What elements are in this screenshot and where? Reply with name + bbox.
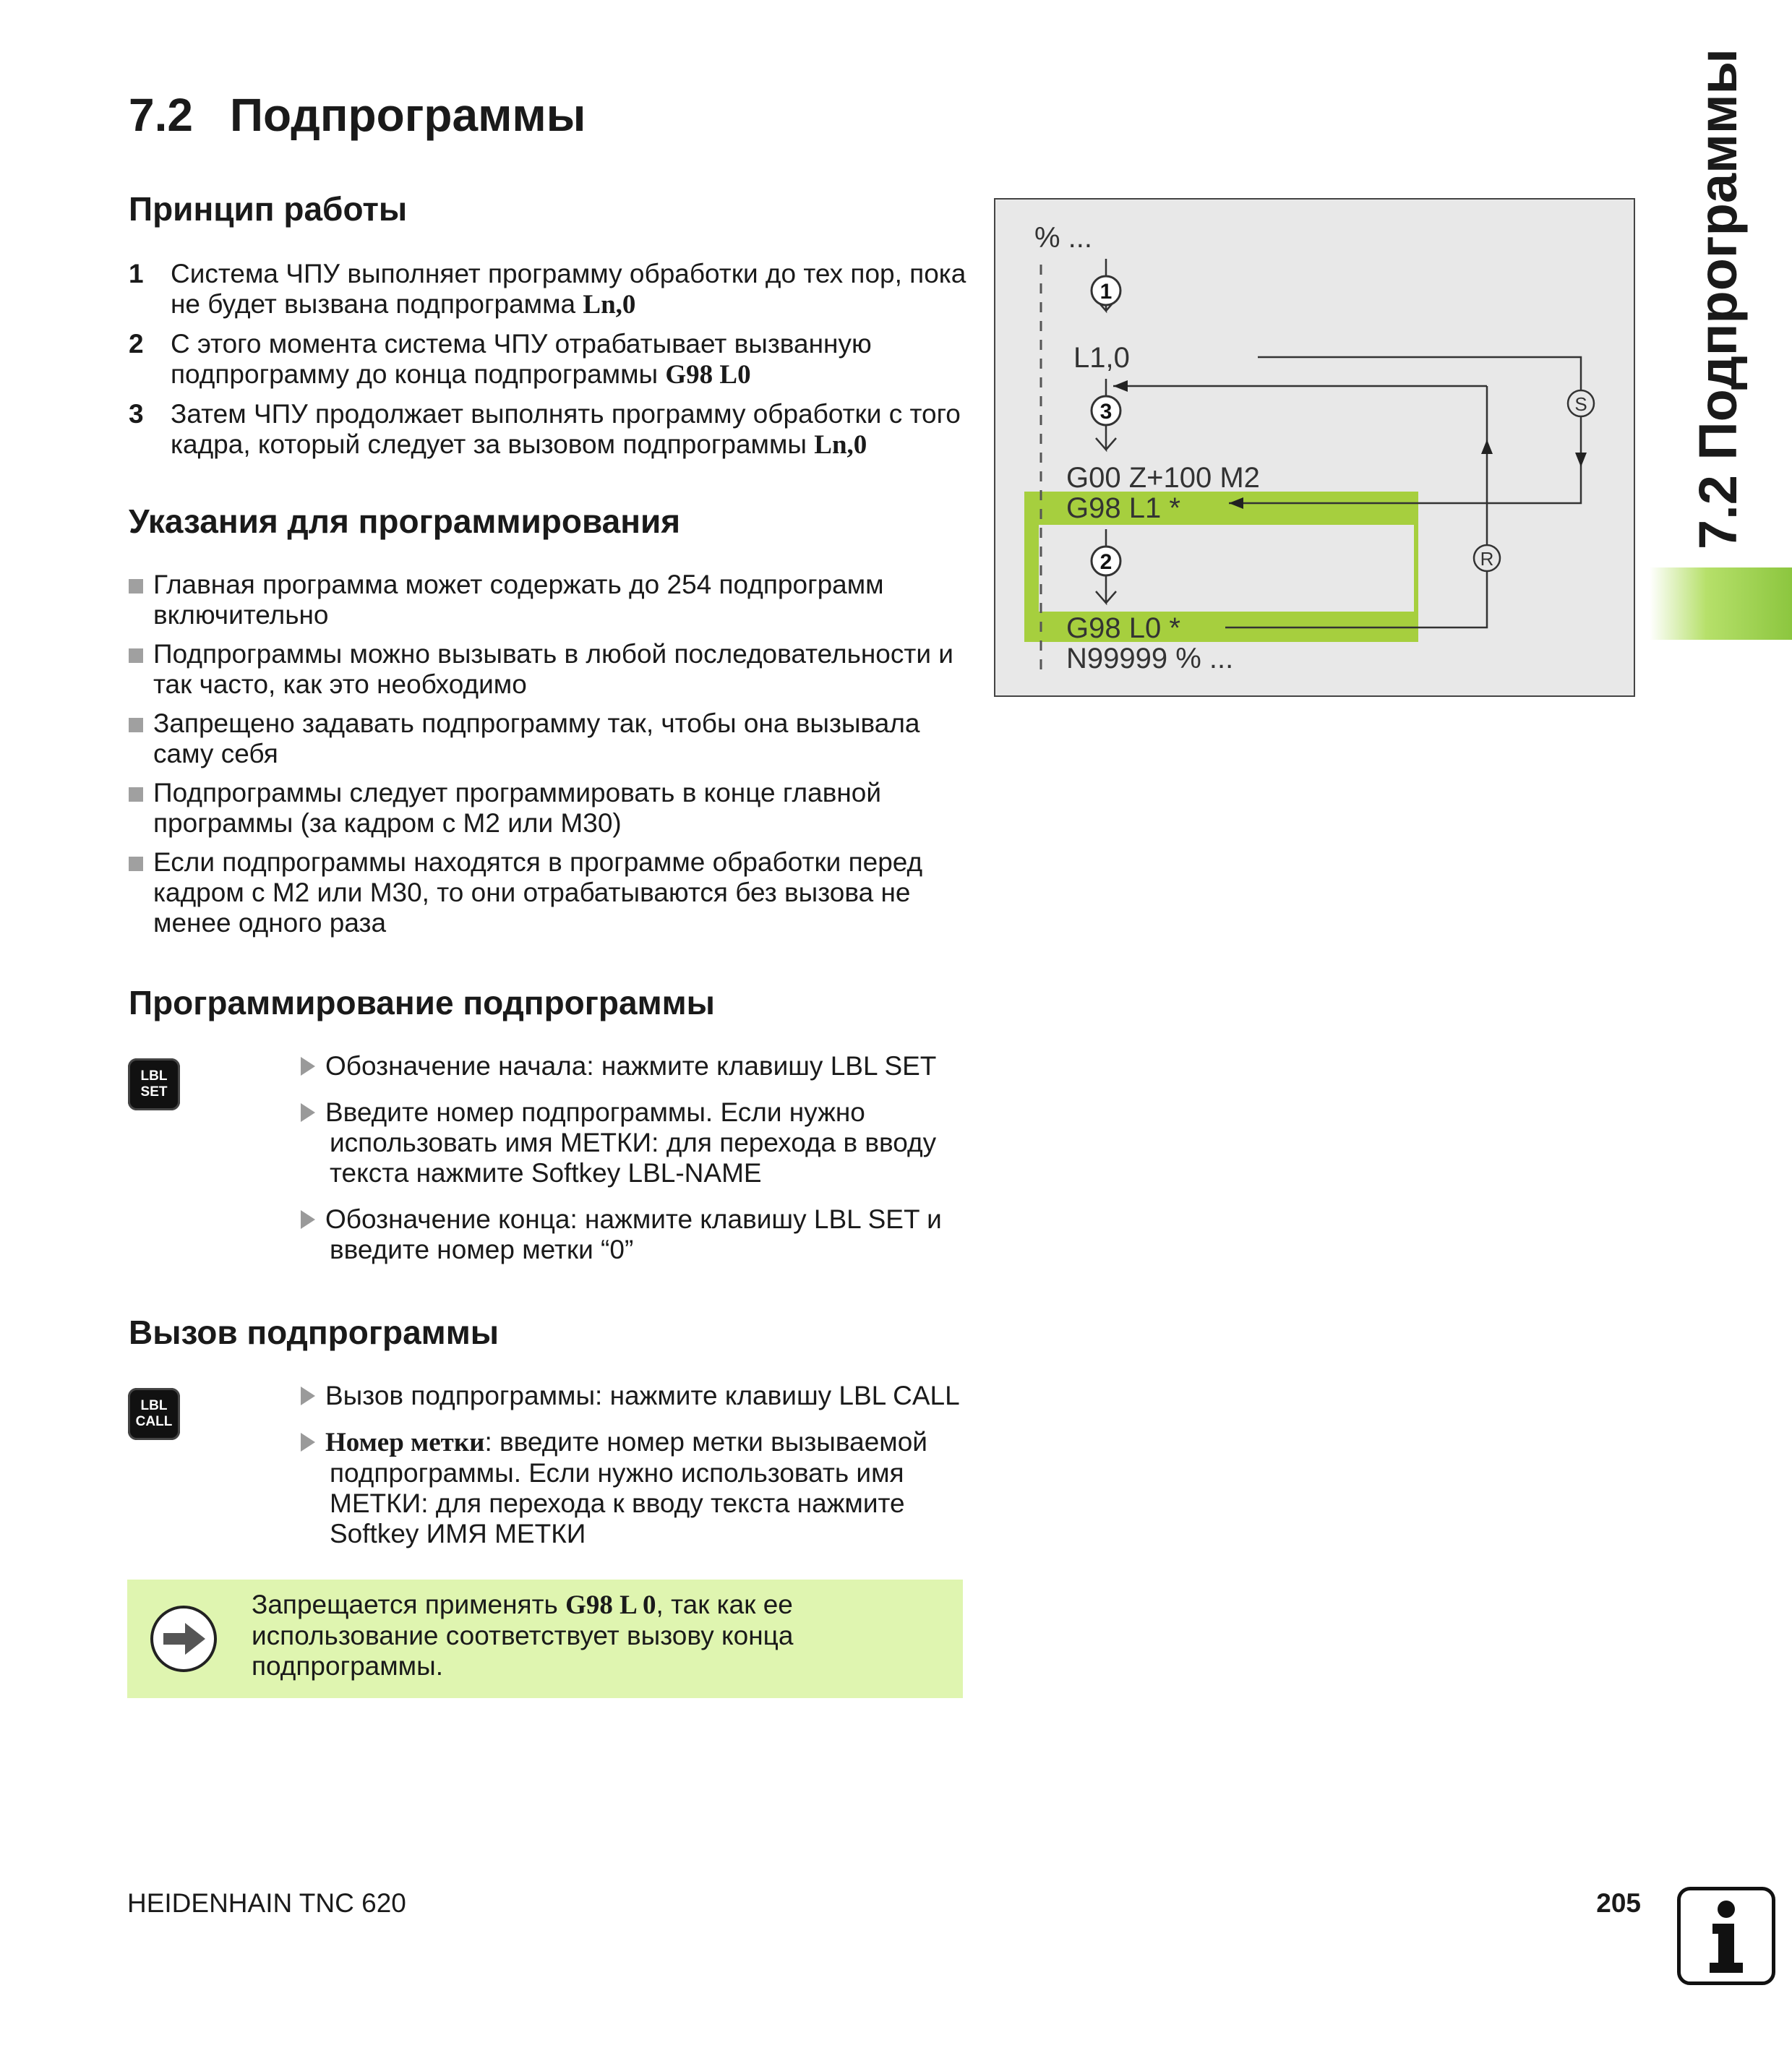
list-item <box>129 399 967 460</box>
list-item <box>129 259 967 320</box>
key-label-line2: SET <box>140 1084 168 1100</box>
marker-2-label: 2 <box>1099 550 1113 574</box>
list-item <box>129 778 974 839</box>
note-text-before: Запрещается применять <box>252 1590 566 1619</box>
page-title <box>129 88 586 142</box>
note-text-after: , так как ее использование соответствует вызову конца подпрограммы. <box>252 1590 794 1681</box>
side-tab-accent <box>1650 567 1792 640</box>
step-item <box>298 1427 970 1549</box>
item-text: Подпрограммы следует программировать в конце главной программы (за кадром с M2 или M30) <box>153 778 882 838</box>
side-tab-title: 7.2 Подпрограммы <box>1688 48 1748 549</box>
call-steps <box>298 1381 970 1565</box>
item-text: Если подпрограммы находятся в программе обработки перед кадром с M2 или M30, то они отрабатываются без вызова не менее одного раза <box>153 847 923 938</box>
item-code: G98 L0 <box>665 360 751 390</box>
bullet-square-icon <box>129 579 143 594</box>
key-label-line1: LBL <box>140 1068 168 1084</box>
list-item <box>129 847 974 938</box>
lbl-call-key-icon <box>128 1388 180 1440</box>
step-arrow-icon <box>301 1210 315 1229</box>
heading-call: Вызов подпрограммы <box>129 1314 500 1351</box>
step-arrow-icon <box>301 1103 315 1122</box>
item-code: Ln,0 <box>583 290 636 320</box>
marker-s-label: S <box>1574 393 1587 415</box>
footer-product: HEIDENHAIN TNC 620 <box>127 1888 406 1918</box>
heading-principle: Принцип работы <box>129 190 408 228</box>
code-line-end-main: G00 Z+100 M2 <box>1066 462 1260 494</box>
step-text-continued: подпрограммы. Если нужно использовать имя МЕТКИ: для перехода к вводу текста нажмите Softkey ИМЯ МЕТКИ <box>330 1458 905 1548</box>
item-number: 2 <box>129 329 144 359</box>
item-text: С этого момента система ЧПУ отрабатывает вызванную подпрограмму до конца подпрограммы <box>171 329 872 389</box>
marker-r-label: R <box>1480 548 1494 570</box>
item-text: Система ЧПУ выполняет программу обработки до тех пор, пока не будет вызвана подпрограмма <box>171 259 966 319</box>
section-number: 7.2 <box>129 89 193 141</box>
programming-steps <box>298 1051 970 1281</box>
step-item <box>298 1051 970 1081</box>
item-text: Главная программа может содержать до 254 подпрограмм включительно <box>153 570 884 630</box>
step-text: Обозначение начала: нажмите клавишу LBL SET <box>325 1051 937 1081</box>
key-label-line2: CALL <box>135 1414 173 1429</box>
key-label-line1: LBL <box>140 1398 168 1413</box>
item-number: 1 <box>129 259 144 288</box>
bullet-square-icon <box>129 648 143 663</box>
code-line-sub-start: G98 L1 * <box>1066 492 1180 524</box>
item-number: 3 <box>129 399 144 429</box>
heading-hints: Указания для программирования <box>129 502 681 540</box>
item-code: Ln,0 <box>814 430 867 460</box>
principle-list <box>129 259 967 469</box>
step-text-continued: введите номер метки “0” <box>330 1235 634 1264</box>
bullet-square-icon <box>129 787 143 802</box>
step-item <box>298 1204 970 1265</box>
code-line-last: N99999 % ... <box>1066 643 1234 674</box>
lbl-set-key-icon <box>128 1058 180 1110</box>
marker-1-label: 1 <box>1099 280 1113 304</box>
step-text: Введите номер подпрограммы. Если нужно <box>325 1097 865 1127</box>
info-icon[interactable] <box>1677 1887 1775 1985</box>
page-number: 205 <box>1596 1888 1641 1918</box>
heading-programming: Программирование подпрограммы <box>129 984 715 1021</box>
item-text: Подпрограммы можно вызывать в любой последовательности и так часто, как это необходимо <box>153 639 953 699</box>
arrow-right-circle-icon <box>149 1604 218 1674</box>
list-item <box>129 708 974 769</box>
list-item <box>129 329 967 390</box>
subprogram-flow-figure <box>994 198 1635 697</box>
item-text: Запрещено задавать подпрограмму так, чтобы она вызывала саму себя <box>153 708 920 768</box>
step-text: Вызов подпрограммы: нажмите клавишу LBL CALL <box>325 1381 960 1410</box>
code-line-call: L1,0 <box>1073 342 1130 374</box>
item-text: Затем ЧПУ продолжает выполнять программу обработки с того кадра, который следует за вызовом подпрограммы <box>171 399 961 459</box>
step-arrow-icon <box>301 1057 315 1076</box>
note-text <box>252 1590 946 1681</box>
code-line-start: % ... <box>1034 222 1093 254</box>
step-item <box>298 1381 970 1411</box>
step-arrow-icon <box>301 1433 315 1452</box>
step-arrow-icon <box>301 1387 315 1405</box>
step-text: : введите номер метки вызываемой <box>484 1427 927 1457</box>
bullet-square-icon <box>129 718 143 732</box>
list-item <box>129 639 974 700</box>
bullet-square-icon <box>129 857 143 871</box>
step-item <box>298 1097 970 1188</box>
section-title: Подпрограммы <box>230 89 586 141</box>
step-text: Обозначение конца: нажмите клавишу LBL SET и <box>325 1204 942 1234</box>
marker-3-label: 3 <box>1099 400 1113 424</box>
code-line-sub-end: G98 L0 * <box>1066 612 1180 644</box>
note-box <box>127 1580 963 1698</box>
list-item <box>129 570 974 630</box>
step-text-continued: использовать имя МЕТКИ: для перехода в вводу текста нажмите Softkey LBL-NAME <box>330 1128 937 1188</box>
hints-list <box>129 570 974 947</box>
note-code: G98 L 0 <box>565 1590 656 1620</box>
step-bold-term: Номер метки <box>325 1428 485 1457</box>
